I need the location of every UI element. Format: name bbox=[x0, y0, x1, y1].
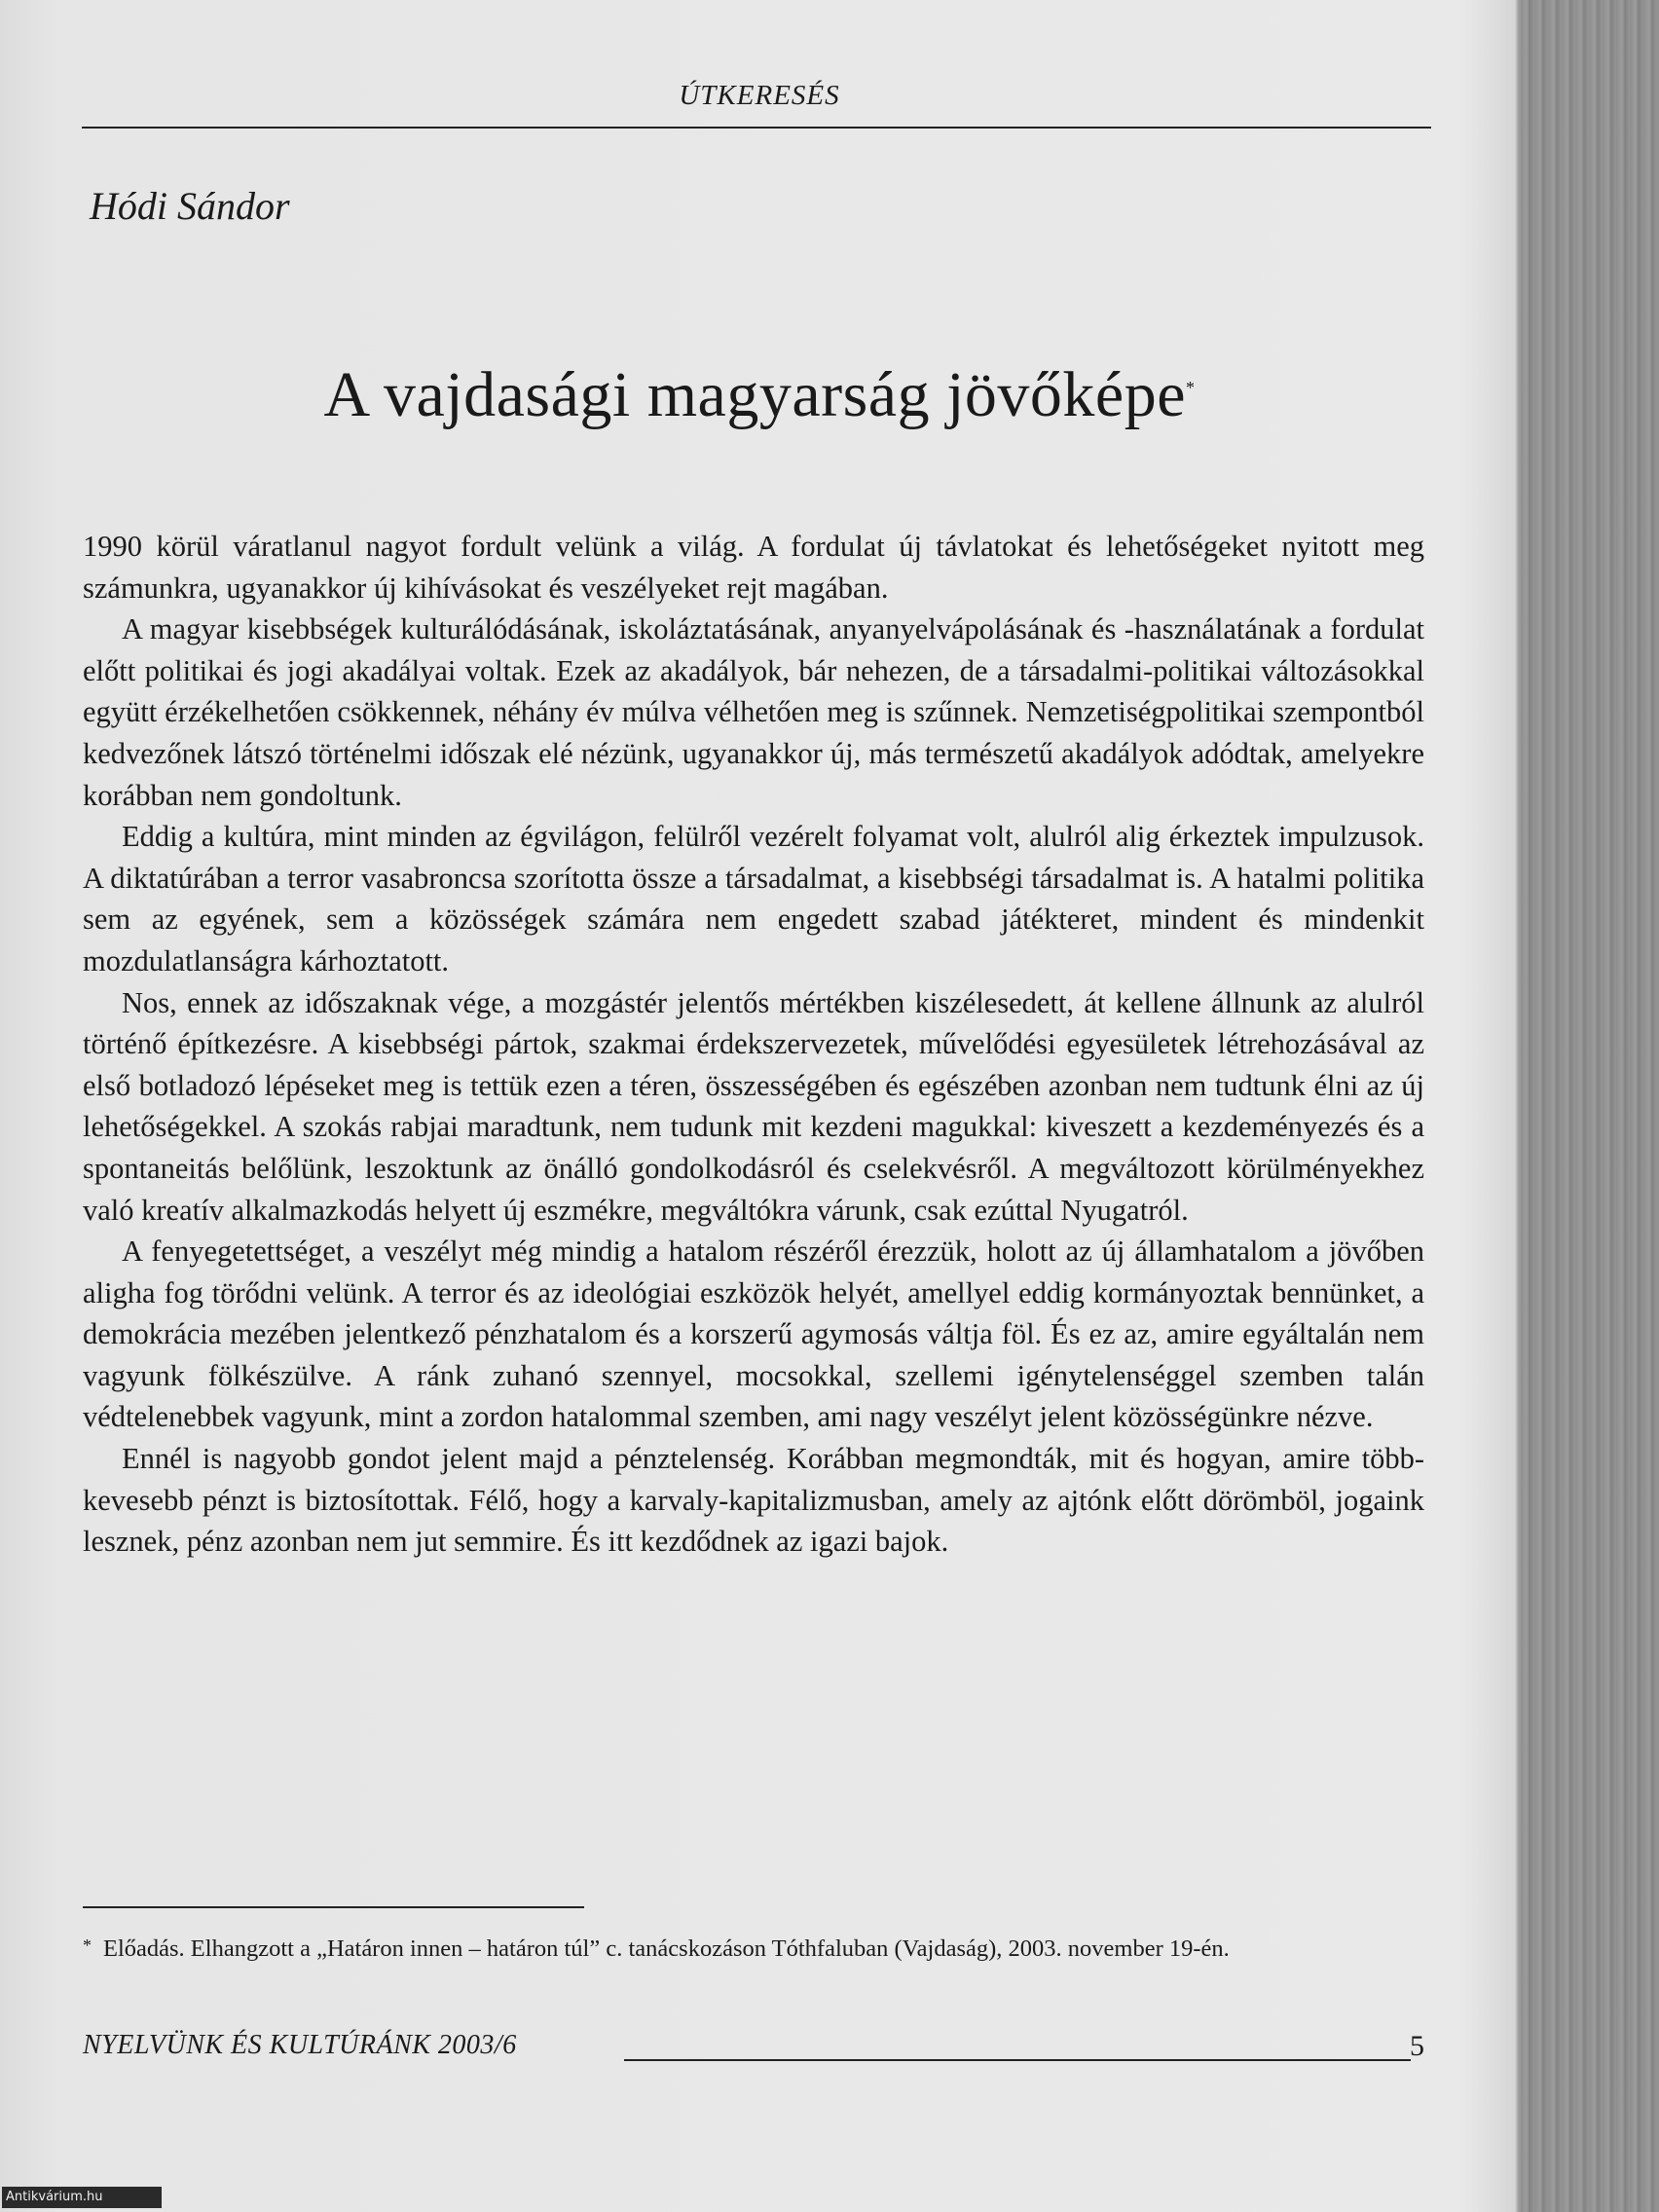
author-name: Hódi Sándor bbox=[90, 184, 290, 228]
paragraph: Eddig a kultúra, mint minden az égvilágon, felülről vezérelt folyamat volt, alulról alig érkeztek impulzusok. A diktatúrában a terror vasabroncsa szorította össze a társadalmat, a kisebbségi társadalmat is. A hatalmi politika sem az egyének, sem a közösségek számára nem engedett szabad játékteret, mindent és mindenkit mozdulatlanságra kárhoztatott. bbox=[83, 820, 1424, 977]
paragraph: A magyar kisebbségek kulturálódásának, iskoláztatásának, anyanyelvápolásának és -használatának a fordulat előtt politikai és jogi akadályai voltak. Ezek az akadályok, bár nehezen, de a társadalmi-politikai változásokkal együtt érzékelhetően csökkennek, néhány év múlva vélhetően meg is szűnnek. Nemzetiségpolitikai szempontból kedvezőnek látszó történelmi időszak elé nézünk, ugyanakkor új, más természetű akadályok adódtak, amelyekre korábban nem gondoltunk. bbox=[83, 612, 1424, 812]
paragraph: A fenyegetettséget, a veszélyt még mindig a hatalom részéről érezzük, holott az új államhatalom a jövőben aligha fog törődni velünk. A terror és az ideológiai eszközök helyét, amellyel eddig kormányoztak bennünket, a demokrácia mezében jelentkező pénzhatalom és a korszerű agymosás váltja föl. És ez az, amire egyáltalán nem vagyunk fölkészülve. A ránk zuhanó szennyel, mocsokkal, szellemi igénytelenséggel szemben talán védtelenebbek vagyunk, mint a zordon hatalommal szemben, ami nagy veszélyt jelent közösségünkre nézve. bbox=[83, 1235, 1424, 1434]
title-footnote-mark: * bbox=[1186, 378, 1196, 397]
running-head: ÚTKERESÉS bbox=[679, 80, 840, 111]
footnote bbox=[83, 1933, 1424, 1966]
header-rule bbox=[82, 127, 1431, 129]
page-footer bbox=[83, 2030, 1424, 2069]
footnote-text: Előadás. Elhangzott a „Határon innen – határon túl” c. tanácskozáson Tóthfaluban (Vajdaság), 2003. november 19-én. bbox=[103, 1936, 1230, 1962]
page-number: 5 bbox=[1410, 2030, 1424, 2062]
book-edge bbox=[1521, 0, 1659, 2212]
paragraph: Ennél is nagyobb gondot jelent majd a pénztelenség. Korábban megmondták, mit és hogyan, amire több-kevesebb pénzt is biztosítottak. Félő, hogy a karvaly-kapitalizmusban, amely az ajtónk előtt dörömböl, jogaink lesznek, pénz azonban nem jut semmire. És itt kezdődnek az igazi bajok. bbox=[83, 1442, 1424, 1559]
paragraph: 1990 körül váratlanul nagyot fordult velünk a világ. A fordulat új távlatokat és lehetőségeket nyitott meg számunkra, ugyanakkor új kihívásokat és veszélyeket rejt magában. bbox=[83, 530, 1424, 605]
journal-name: NYELVÜNK ÉS KULTÚRÁNK 2003/6 bbox=[83, 2030, 517, 2060]
watermark-label: Antikvárium.hu bbox=[2, 2187, 162, 2208]
footnote-rule bbox=[83, 1906, 584, 1908]
paragraph: Nos, ennek az időszaknak vége, a mozgástér jelentős mértékben kiszélesedett, át kellene állnunk az alulról történő építkezésre. A kisebbségi pártok, szakmai érdekszervezetek, művelődési egyesületek létrehozásával az első botladozó lépéseket meg is tettük ezen a téren, összességében és egészében azonban nem tudtunk élni az új lehetőségekkel. A szokás rabjai maradtunk, nem tudunk mit kezdeni magukkal: kiveszett a kezdeményezés és a spontaneitás belőlünk, leszoktunk az önálló gondolkodásról és cselekvésről. A megváltozott körülményekhez való kreatív alkalmazkodás helyett új eszmékre, megváltókra várunk, csak ezúttal Nyugatról. bbox=[83, 985, 1424, 1227]
title-text: A vajdasági magyarság jövőképe bbox=[323, 359, 1187, 430]
article-title bbox=[0, 358, 1519, 432]
footnote-mark: * bbox=[83, 1936, 92, 1955]
article-body bbox=[83, 526, 1424, 1563]
footer-rule bbox=[624, 2059, 1411, 2061]
